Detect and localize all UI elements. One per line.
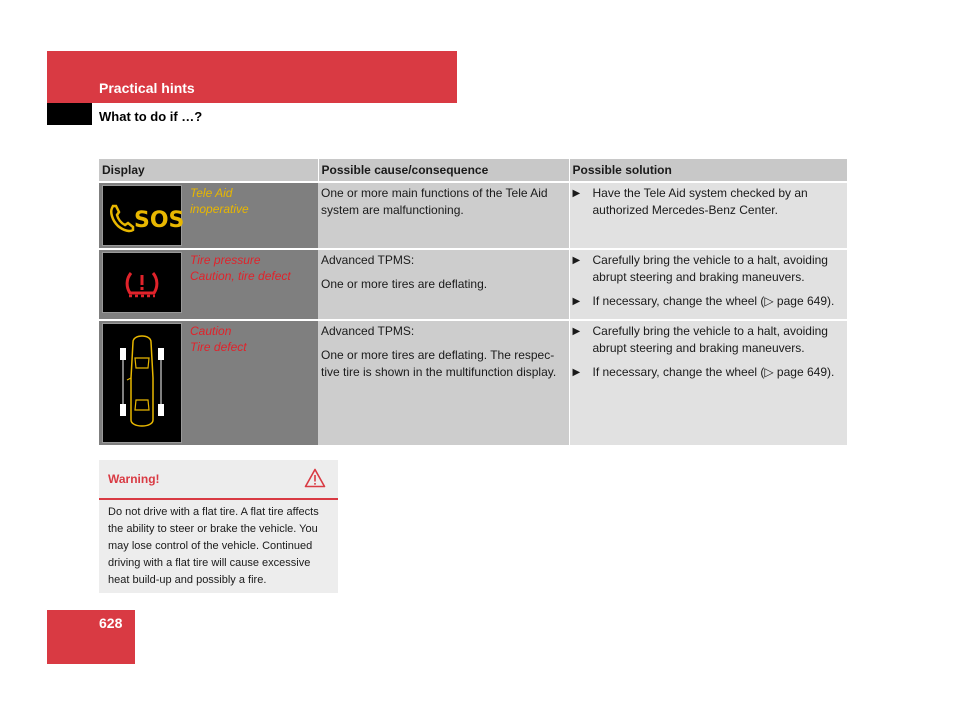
display-messages-table bbox=[99, 159, 847, 447]
car-top-view-icon bbox=[102, 323, 182, 443]
bullet-arrow-icon: ▶ bbox=[572, 367, 581, 378]
solution-cell bbox=[569, 249, 847, 320]
solution-item bbox=[573, 364, 845, 381]
cause-cell bbox=[318, 182, 569, 249]
solution-text: Carefully bring the vehicle to a halt, avoiding abrupt steering and braking maneuvers. bbox=[592, 253, 828, 284]
page-number: 628 bbox=[99, 615, 123, 631]
table-row bbox=[99, 182, 847, 249]
display-label-line2: Caution, tire defect bbox=[190, 269, 291, 283]
display-label-line1: Tire pressure bbox=[190, 253, 261, 267]
solution-item bbox=[573, 293, 845, 310]
display-cell bbox=[99, 320, 318, 446]
cause-text: One or more main functions of the Tele Aid system are malfunctioning. bbox=[321, 186, 548, 217]
warning-box bbox=[99, 460, 338, 593]
display-label-line2: inoperative bbox=[190, 202, 249, 216]
cause-text: Advanced TPMS: bbox=[321, 324, 415, 338]
solution-cell bbox=[569, 320, 847, 446]
solution-text: Carefully bring the vehicle to a halt, avoiding abrupt steering and braking maneuvers. bbox=[592, 324, 828, 355]
column-header-solution: Possible solution bbox=[569, 159, 847, 182]
solution-item bbox=[573, 185, 845, 219]
cause-text: One or more tires are deflating. bbox=[321, 277, 488, 291]
sos-telephone-icon bbox=[102, 185, 185, 246]
bullet-arrow-icon: ▶ bbox=[572, 255, 581, 266]
table-header-row bbox=[99, 159, 847, 182]
section-title: Practical hints bbox=[99, 80, 195, 96]
bullet-arrow-icon: ▶ bbox=[572, 188, 581, 199]
table-row bbox=[99, 320, 847, 446]
cause-text: Advanced TPMS: bbox=[321, 253, 415, 267]
solution-item bbox=[573, 323, 845, 357]
solution-text: If necessary, change the wheel (▷ page 649). bbox=[592, 294, 835, 308]
cause-text: One or more tires are deflating. The respec-tive tire is shown in the multifunction display. bbox=[321, 348, 557, 379]
warning-header bbox=[99, 460, 338, 500]
cause-cell bbox=[318, 320, 569, 446]
section-tab-marker bbox=[47, 103, 92, 125]
bullet-arrow-icon: ▶ bbox=[572, 296, 581, 307]
table-row bbox=[99, 249, 847, 320]
display-label-line2: Tire defect bbox=[190, 340, 247, 354]
solution-cell bbox=[569, 182, 847, 249]
solution-item bbox=[573, 252, 845, 286]
bullet-arrow-icon: ▶ bbox=[572, 326, 581, 337]
warning-triangle-icon bbox=[304, 468, 326, 493]
display-label-line1: Caution bbox=[190, 324, 232, 338]
svg-text:SOS: SOS bbox=[134, 207, 185, 233]
warning-title: Warning! bbox=[108, 472, 160, 486]
page-subtitle: What to do if …? bbox=[99, 109, 203, 124]
warning-text: Do not drive with a flat tire. A flat tire affects the ability to steer or brake the vehicle. You may lose control of the vehicle. Continued driving with a flat tire will cause excessive heat build-up and possibly a fire. bbox=[108, 506, 319, 586]
cause-cell bbox=[318, 249, 569, 320]
display-cell bbox=[99, 249, 318, 320]
tire-pressure-warning-icon bbox=[102, 252, 182, 313]
solution-text: Have the Tele Aid system checked by an authorized Mercedes-Benz Center. bbox=[592, 186, 808, 217]
column-header-display: Display bbox=[99, 159, 318, 182]
column-header-cause: Possible cause/consequence bbox=[318, 159, 569, 182]
display-label-line1: Tele Aid bbox=[190, 186, 233, 200]
display-cell bbox=[99, 182, 318, 249]
solution-text: If necessary, change the wheel (▷ page 649). bbox=[592, 365, 835, 379]
page-number-box bbox=[47, 610, 135, 664]
